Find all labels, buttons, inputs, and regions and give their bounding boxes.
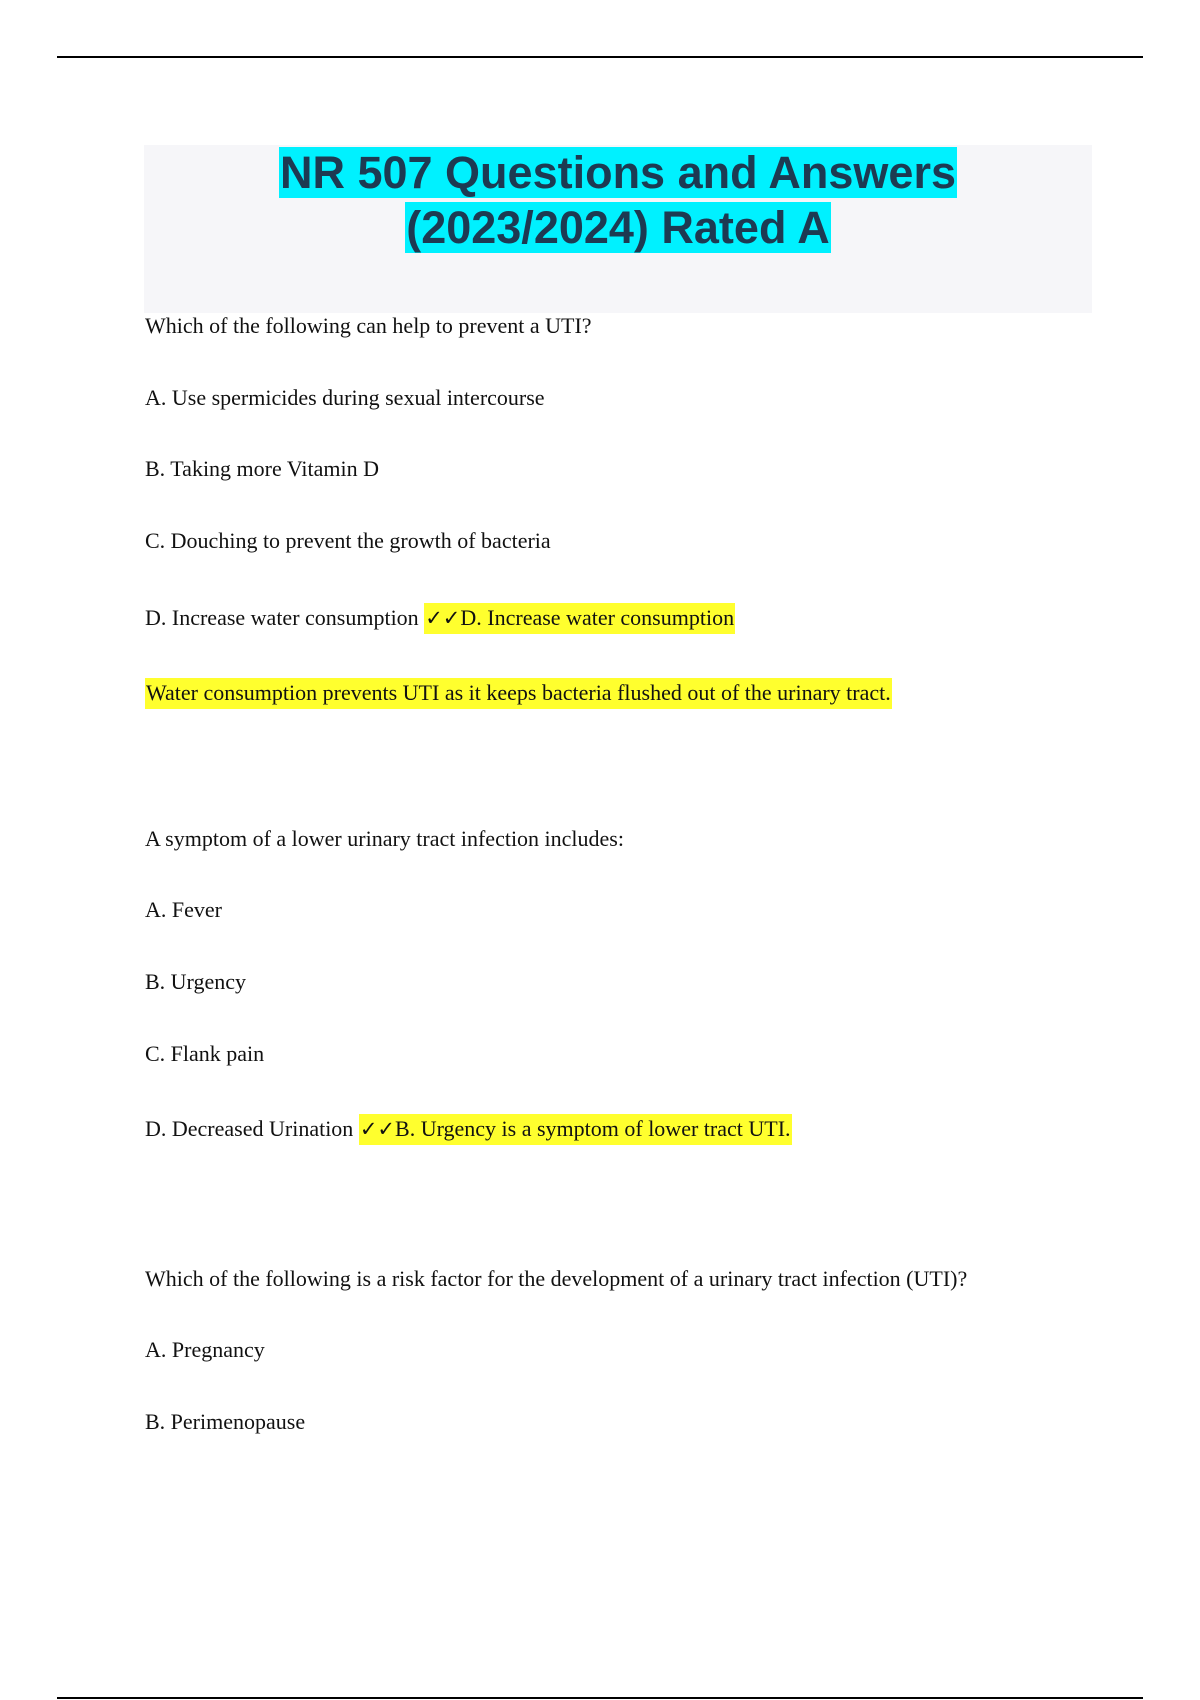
question-2-option-c: C. Flank pain <box>145 1041 265 1066</box>
question-2-option-a: A. Fever <box>145 897 222 922</box>
question-3-option-a: A. Pregnancy <box>145 1337 265 1362</box>
question-1-option-d-row <box>145 604 735 632</box>
question-1-stem: Which of the following can help to prevent a UTI? <box>145 313 592 338</box>
question-2-answer: B. Urgency is a symptom of lower tract UTI. <box>395 1116 791 1141</box>
question-2-option-d: D. Decreased Urination <box>145 1116 354 1141</box>
question-2-option-d-row <box>145 1115 792 1143</box>
question-1-answer-highlight <box>424 603 735 634</box>
question-1-answer: D. Increase water consumption <box>460 605 735 630</box>
page-title-line-1: NR 507 Questions and Answers <box>279 147 957 198</box>
top-rule <box>57 56 1143 58</box>
question-1-option-b: B. Taking more Vitamin D <box>145 456 380 481</box>
question-2-stem: A symptom of a lower urinary tract infection includes: <box>145 826 624 851</box>
question-3-stem: Which of the following is a risk factor for the development of a urinary tract infection (UTI)? <box>145 1266 968 1291</box>
double-check-icon: ✓✓ <box>359 1117 396 1141</box>
title-block <box>144 145 1092 313</box>
question-1-option-c: C. Douching to prevent the growth of bacteria <box>145 528 551 553</box>
question-2-option-b: B. Urgency <box>145 969 247 994</box>
question-1-rationale-row <box>145 679 892 707</box>
question-1-option-d: D. Increase water consumption <box>145 605 419 630</box>
question-1-rationale: Water consumption prevents UTI as it keeps bacteria flushed out of the urinary tract. <box>145 678 892 709</box>
bottom-rule <box>57 1697 1143 1699</box>
question-2-answer-highlight <box>359 1114 792 1145</box>
question-1-option-a: A. Use spermicides during sexual intercourse <box>145 385 545 410</box>
page-title-line-2: (2023/2024) Rated A <box>406 202 830 253</box>
double-check-icon: ✓✓ <box>425 606 461 630</box>
question-3-option-b: B. Perimenopause <box>145 1409 306 1434</box>
